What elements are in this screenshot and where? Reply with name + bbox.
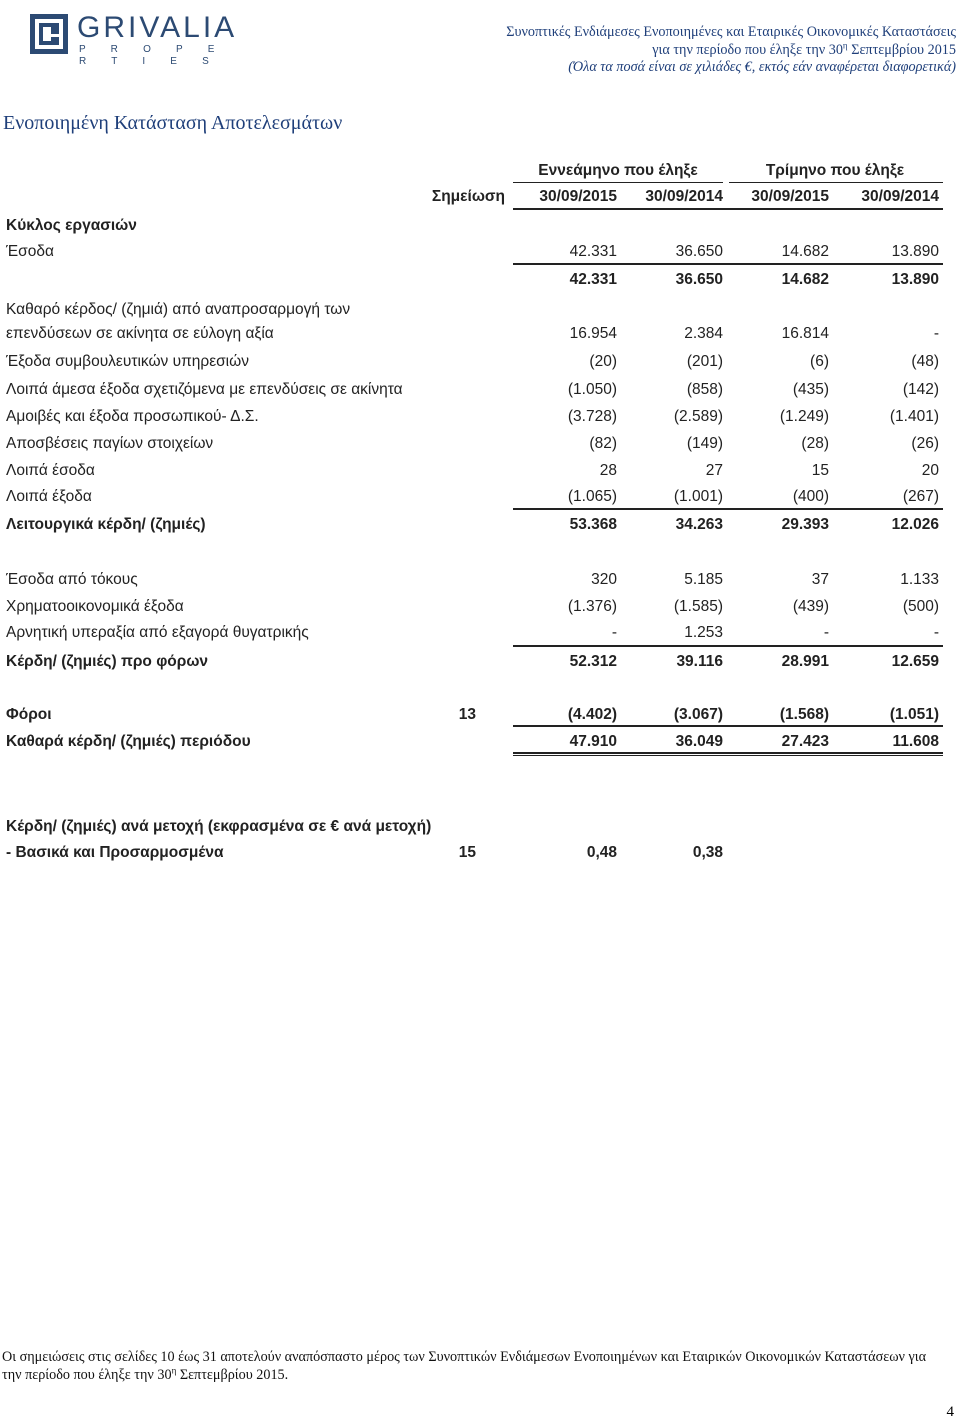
row-value: 12.026 xyxy=(891,516,939,533)
row-value: 20 xyxy=(921,462,939,479)
subtotal-rule xyxy=(513,755,943,756)
row-value: (3.067) xyxy=(673,706,723,723)
row-value: (1.065) xyxy=(567,488,617,505)
footer-line-1: Οι σημειώσεις στις σελίδες 10 έως 31 αποτελούν αναπόσπαστο μέρος των Συνοπτικών Ενδιάμεσων Ενοποιημένων και Εταιρικών Οικονομικών Καταστάσεων για xyxy=(2,1349,927,1365)
row-value: (1.051) xyxy=(889,706,939,723)
footer-line-2-tail: Σεπτεμβρίου 2015. xyxy=(176,1366,289,1383)
row-value: (267) xyxy=(902,488,939,505)
date-column-3: 30/09/2015 xyxy=(751,188,829,205)
group-underline-nine xyxy=(513,182,723,183)
row-value: 29.393 xyxy=(781,516,829,533)
row-label: Αμοιβές και έξοδα προσωπικού- Δ.Σ. xyxy=(6,408,259,425)
subtotal-rule xyxy=(513,263,943,265)
footer-line-2-text: την περίοδο που έληξε την 30 xyxy=(2,1366,172,1383)
subtotal-rule xyxy=(513,508,943,510)
row-value: 36.650 xyxy=(675,271,723,288)
row-value: 15 xyxy=(811,462,829,479)
row-label: Χρηματοοικονομικά έξοδα xyxy=(6,598,184,615)
row-value: - xyxy=(611,624,617,641)
row-value: (82) xyxy=(589,435,617,452)
row-value: - xyxy=(933,325,939,342)
row-value: 42.331 xyxy=(569,243,617,260)
subtotal-rule xyxy=(513,645,943,647)
row-label: Λοιπά έσοδα xyxy=(6,462,95,479)
header-underline xyxy=(513,208,943,210)
row-value: 34.263 xyxy=(675,516,723,533)
row-value: 42.331 xyxy=(569,271,617,288)
page-title: Ενοποιημένη Κατάσταση Αποτελεσμάτων xyxy=(3,112,343,134)
row-value: 28 xyxy=(599,462,617,479)
row-value: - xyxy=(823,624,829,641)
page-number: 4 xyxy=(946,1404,954,1420)
row-value: (142) xyxy=(902,381,939,398)
footer-note xyxy=(2,1349,957,1384)
row-value: (500) xyxy=(902,598,939,615)
row-label: Καθαρό κέρδος/ (ζημιά) από αναπροσαρμογή των xyxy=(6,301,351,318)
row-label: Έσοδα xyxy=(6,243,54,260)
row-value: 47.910 xyxy=(569,733,617,750)
row-value: (20) xyxy=(589,353,617,370)
row-value: 0,48 xyxy=(586,844,617,861)
row-label: - Βασικά και Προσαρμοσμένα xyxy=(6,844,224,861)
row-value: (435) xyxy=(792,381,829,398)
row-value: 16.954 xyxy=(569,325,617,342)
row-value: 5.185 xyxy=(684,571,723,588)
row-label: Αρνητική υπεραξία από εξαγορά θυγατρικής xyxy=(6,624,309,641)
row-label: Αποσβέσεις παγίων στοιχείων xyxy=(6,435,214,452)
row-value: (1.568) xyxy=(779,706,829,723)
row-label: Κύκλος εργασιών xyxy=(6,217,137,234)
row-label: Λοιπά έξοδα xyxy=(6,488,92,505)
row-value: 2.384 xyxy=(684,325,723,342)
row-value: 14.682 xyxy=(781,271,829,288)
row-value: (858) xyxy=(686,381,723,398)
row-note-ref: 15 xyxy=(458,844,476,861)
group-underline-three xyxy=(729,182,943,183)
row-value: 28.991 xyxy=(781,653,829,670)
row-value: 27 xyxy=(705,462,723,479)
date-column-2: 30/09/2014 xyxy=(645,188,723,205)
row-value: - xyxy=(933,624,939,641)
row-value: 11.608 xyxy=(892,733,939,750)
row-value: (4.402) xyxy=(567,706,617,723)
footer-line-2-sup: η xyxy=(171,1364,177,1375)
row-value: (1.585) xyxy=(673,598,723,615)
row-label: Έσοδα από τόκους xyxy=(6,571,138,588)
row-value: 12.659 xyxy=(891,653,939,670)
row-value: 52.312 xyxy=(569,653,617,670)
row-value: 0,38 xyxy=(692,844,723,861)
row-label: Λοιπά άμεσα έξοδα σχετιζόμενα με επενδύσεις σε ακίνητα xyxy=(6,381,403,398)
row-label: επενδύσεων σε ακίνητα σε εύλογη αξία xyxy=(6,325,274,342)
logo-wordmark: GRIVALIA xyxy=(77,11,238,44)
row-value: (48) xyxy=(911,353,939,370)
row-value: (439) xyxy=(792,598,829,615)
row-value: 36.049 xyxy=(675,733,723,750)
row-value: (1.249) xyxy=(779,408,829,425)
row-value: (6) xyxy=(810,353,829,370)
row-value: 1.253 xyxy=(684,624,723,641)
subtotal-rule xyxy=(513,752,943,754)
row-label: Κέρδη/ (ζημιές) ανά μετοχή (εκφρασμένα σε € ανά μετοχή) xyxy=(6,818,432,835)
row-label: Κέρδη/ (ζημιές) προ φόρων xyxy=(6,653,209,670)
date-column-1: 30/09/2015 xyxy=(539,188,617,205)
footer-line-2 xyxy=(2,1364,957,1385)
row-value: 320 xyxy=(591,571,617,588)
row-value: (26) xyxy=(911,435,939,452)
header-line-2-sup: η xyxy=(842,39,848,50)
subtotal-rule xyxy=(513,725,943,727)
row-value: 39.116 xyxy=(676,653,723,670)
note-column-header: Σημείωση xyxy=(431,188,505,205)
row-label: Καθαρά κέρδη/ (ζημιές) περιόδου xyxy=(6,733,251,750)
group-header-three-months: Τρίμηνο που έληξε xyxy=(765,162,905,179)
group-header-nine-months: Εννεάμηνο που έληξε xyxy=(538,162,698,179)
row-value: 37 xyxy=(811,571,829,588)
row-value: 13.890 xyxy=(891,243,939,260)
row-value: (201) xyxy=(686,353,723,370)
row-value: (1.050) xyxy=(567,381,617,398)
row-value: 13.890 xyxy=(891,271,939,288)
row-value: (28) xyxy=(801,435,829,452)
row-value: (1.376) xyxy=(567,598,617,615)
row-value: (149) xyxy=(686,435,723,452)
row-label: Έξοδα συμβουλευτικών υπηρεσιών xyxy=(6,353,249,370)
header-line-2-tail: Σεπτεμβρίου 2015 xyxy=(847,41,956,58)
row-value: (400) xyxy=(792,488,829,505)
row-value: (1.001) xyxy=(673,488,723,505)
row-value: 14.682 xyxy=(781,243,829,260)
row-label: Λειτουργικά κέρδη/ (ζημιές) xyxy=(6,516,206,533)
logo-tagline: P R O P E R T I E S xyxy=(79,44,226,67)
row-label: Φόροι xyxy=(6,706,52,723)
date-column-4: 30/09/2014 xyxy=(861,188,939,205)
header-line-3: (Όλα τα ποσά είναι σε χιλιάδες €, εκτός εάν αναφέρεται διαφορετικά) xyxy=(568,59,956,75)
row-value: (1.401) xyxy=(889,408,939,425)
row-value: (2.589) xyxy=(673,408,723,425)
row-value: 36.650 xyxy=(675,243,723,260)
row-value: 16.814 xyxy=(781,325,829,342)
row-value: 53.368 xyxy=(569,516,617,533)
row-note-ref: 13 xyxy=(458,706,476,723)
row-value: 1.133 xyxy=(900,571,939,588)
header-line-1: Συνοπτικές Ενδιάμεσες Ενοποιημένες και Εταιρικές Οικονομικές Καταστάσεις xyxy=(506,24,956,40)
row-value: 27.423 xyxy=(781,733,829,750)
row-value: (3.728) xyxy=(567,408,617,425)
header-line-2-text: για την περίοδο που έληξε την 30 xyxy=(652,41,843,58)
